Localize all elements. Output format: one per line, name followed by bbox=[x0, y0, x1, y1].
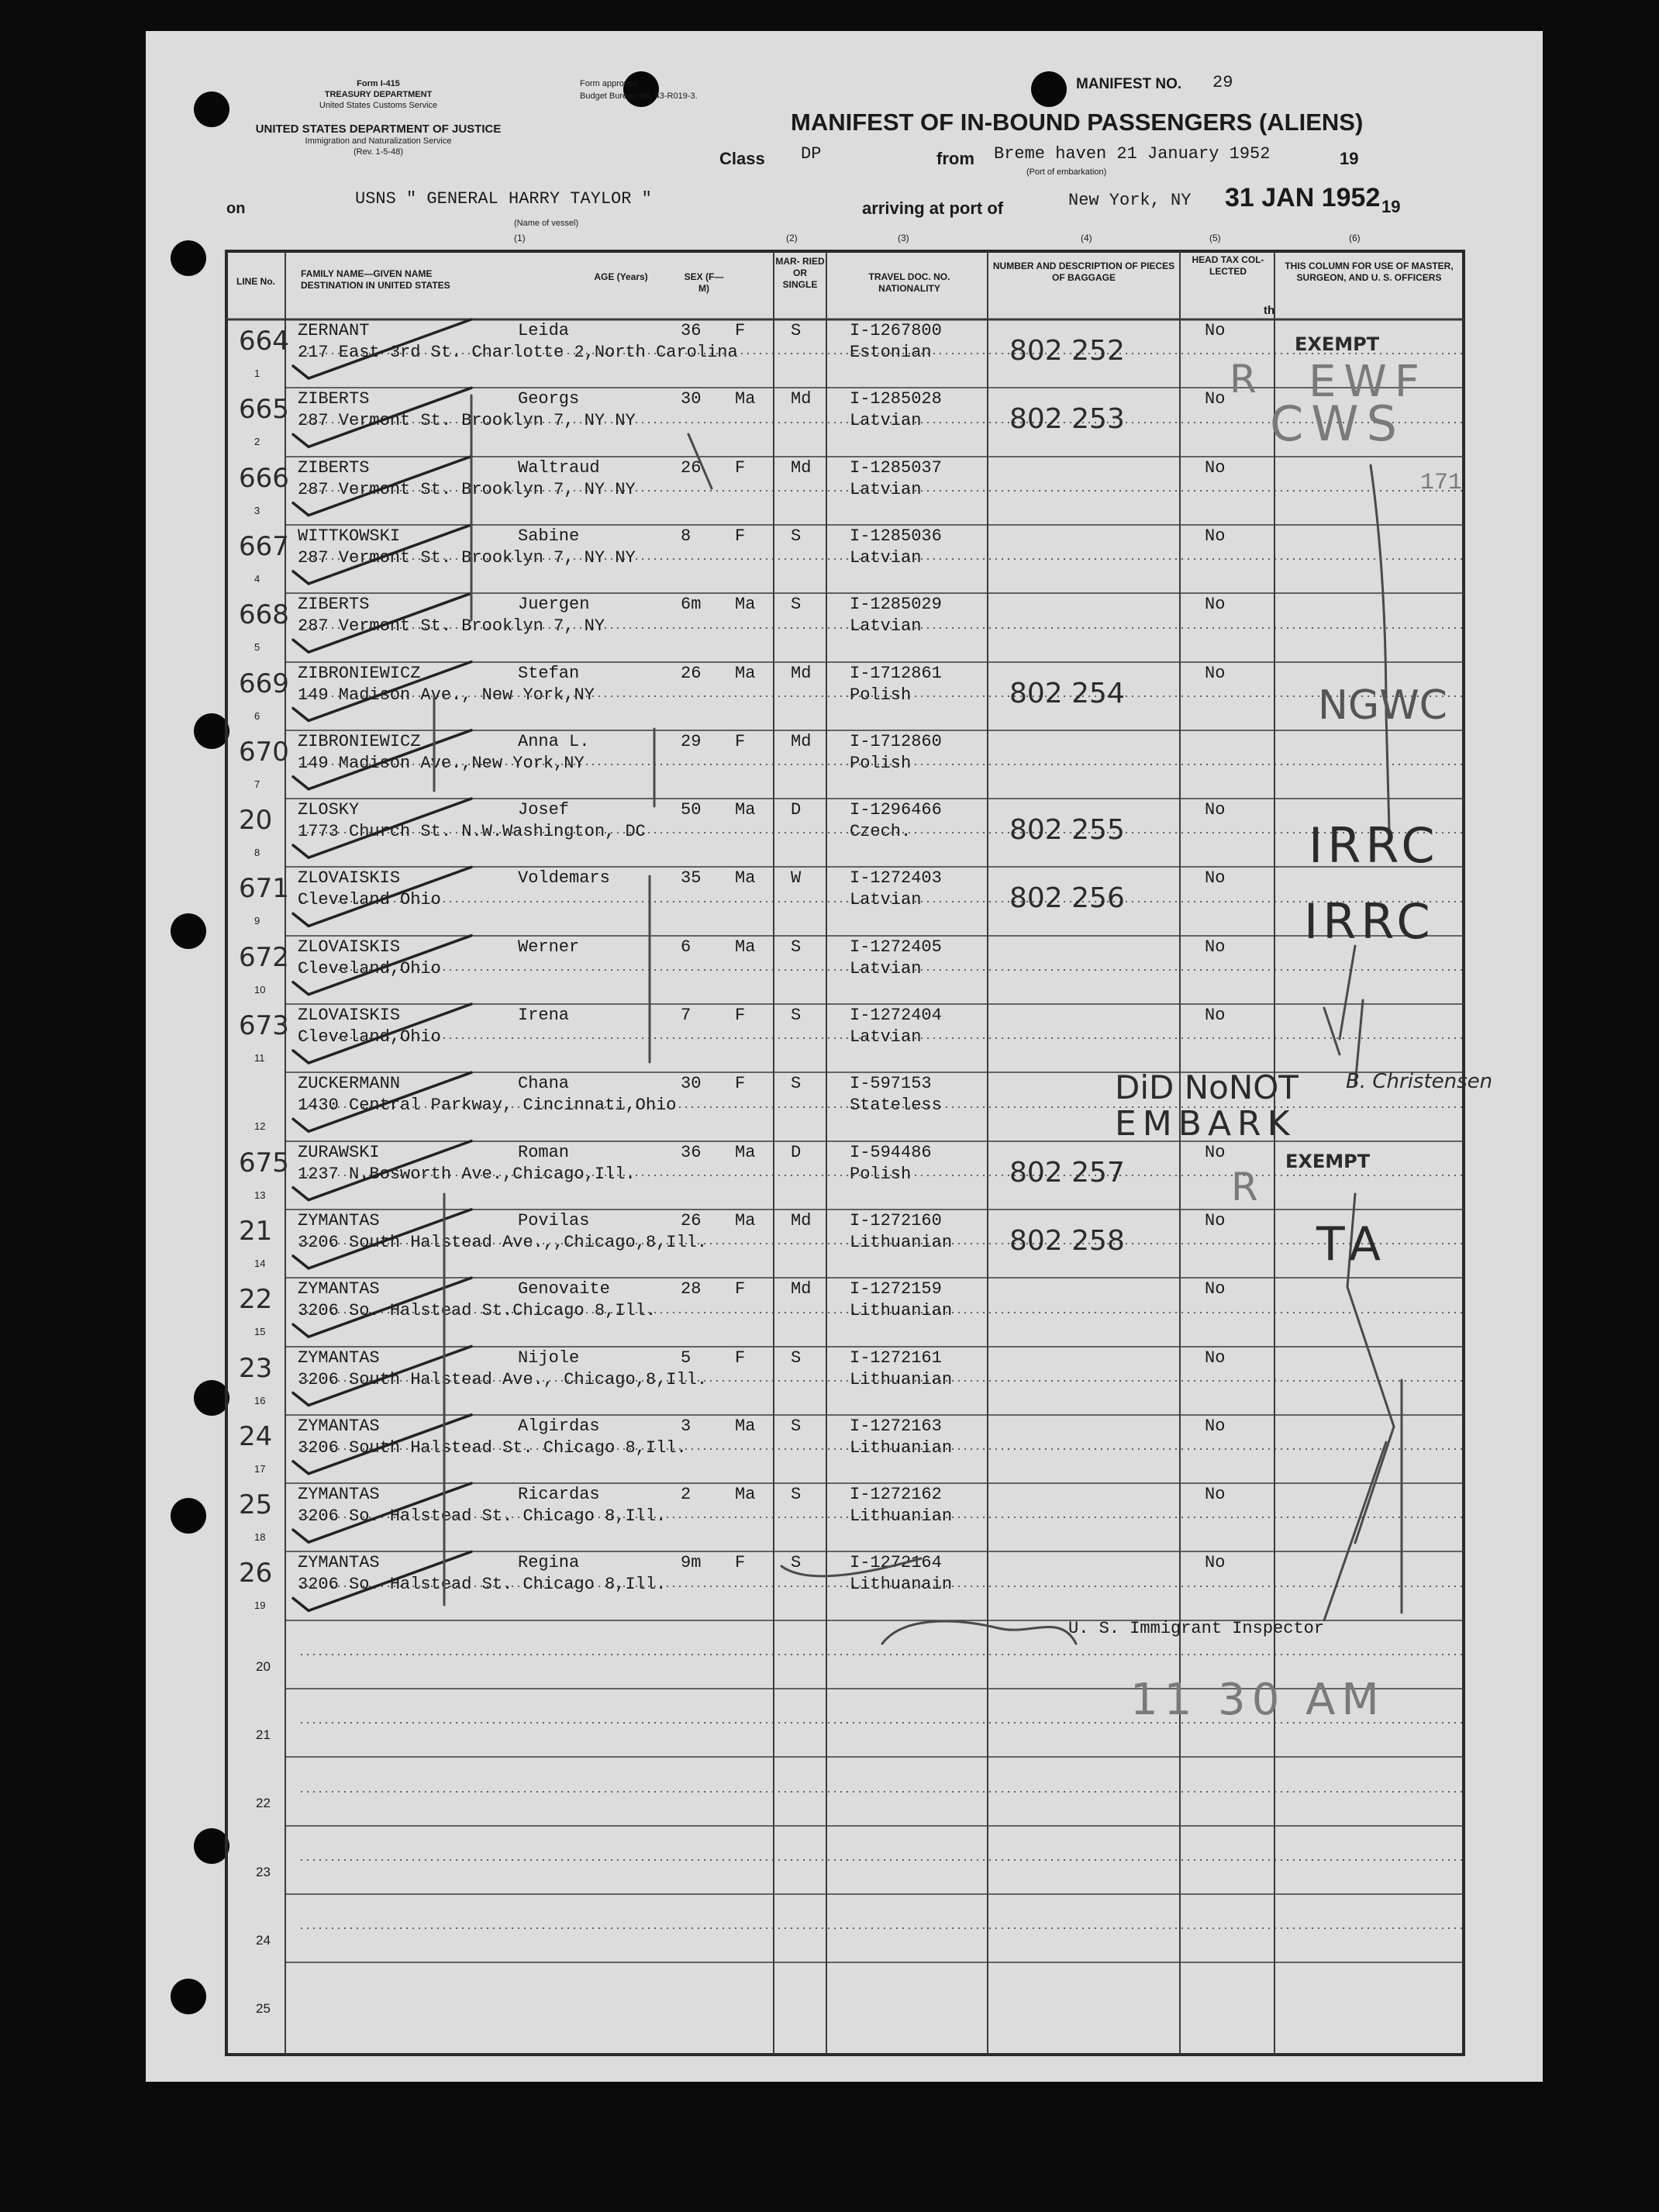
marital-status: S bbox=[791, 1348, 802, 1368]
baggage-number: 802 258 bbox=[1009, 1225, 1125, 1257]
head-tax: No bbox=[1205, 595, 1226, 614]
embark-note: EMBARK bbox=[1115, 1104, 1296, 1144]
family-name: ZIBERTS bbox=[298, 389, 370, 409]
sex: F bbox=[735, 1553, 746, 1572]
col-header-head-tax: HEAD TAX COL- LECTED bbox=[1192, 254, 1264, 277]
head-tax: No bbox=[1205, 800, 1226, 820]
given-name: Nijole bbox=[518, 1348, 580, 1368]
age: 9m bbox=[681, 1553, 702, 1572]
check-mark bbox=[293, 662, 471, 721]
marital-status: Md bbox=[791, 664, 812, 683]
handwritten-line-number: 675 bbox=[239, 1147, 289, 1178]
sex: Ma bbox=[735, 1143, 756, 1162]
head-tax: No bbox=[1205, 321, 1226, 340]
age: 6 bbox=[681, 937, 692, 957]
marital-status: S bbox=[791, 321, 802, 340]
travel-doc-no: I-1285037 bbox=[850, 458, 942, 478]
family-name: WITTKOWSKI bbox=[298, 526, 401, 546]
given-name: Georgs bbox=[518, 389, 580, 409]
age: 30 bbox=[681, 389, 702, 409]
given-name: Regina bbox=[518, 1553, 580, 1572]
nationality: Lithuanian bbox=[850, 1301, 953, 1320]
th-suffix: th bbox=[1264, 304, 1275, 317]
given-name: Werner bbox=[518, 937, 580, 957]
handwritten-line-number: 669 bbox=[239, 668, 289, 699]
irrc-mark-2: IRRC bbox=[1304, 893, 1435, 950]
revision: (Rev. 1-5-48) bbox=[354, 147, 403, 157]
vessel-prefix: on bbox=[226, 200, 246, 217]
from-year-suffix: 19 bbox=[1340, 149, 1359, 168]
handwritten-line-number: 673 bbox=[239, 1010, 289, 1041]
sex: Ma bbox=[735, 389, 756, 409]
family-name: ZLOVAISKIS bbox=[298, 937, 401, 957]
given-name: Povilas bbox=[518, 1211, 590, 1230]
check-mark bbox=[293, 457, 471, 516]
empty-line-number: 23 bbox=[256, 1865, 271, 1879]
nationality: Stateless bbox=[850, 1096, 942, 1115]
sex: F bbox=[735, 1006, 746, 1025]
travel-doc-no: I-597153 bbox=[850, 1074, 932, 1093]
baggage-number: 802 256 bbox=[1009, 882, 1125, 914]
head-tax: No bbox=[1205, 389, 1226, 409]
destination: 287 Vermont St. Brooklyn 7, NY NY bbox=[298, 548, 636, 568]
sex: F bbox=[735, 1279, 746, 1299]
travel-doc-no: I-1272159 bbox=[850, 1279, 942, 1299]
printed-line-number: 18 bbox=[254, 1531, 266, 1543]
empty-line-number: 25 bbox=[256, 2001, 271, 2016]
printed-line-number: 15 bbox=[254, 1326, 266, 1337]
port-embark-caption: (Port of embarkation) bbox=[1026, 167, 1107, 177]
family-name: ZYMANTAS bbox=[298, 1211, 380, 1230]
handwritten-line-number: 26 bbox=[239, 1558, 273, 1589]
nationality: Latvian bbox=[850, 959, 922, 978]
handwritten-line-number: 664 bbox=[239, 326, 289, 357]
age: 28 bbox=[681, 1279, 702, 1299]
sex: Ma bbox=[735, 1485, 756, 1504]
destination: 287 Vermont St. Brooklyn 7, NY bbox=[298, 616, 605, 636]
travel-doc-no: I-1285036 bbox=[850, 526, 942, 546]
nationality: Polish bbox=[850, 754, 912, 773]
irrc-mark-1: IRRC bbox=[1309, 817, 1440, 874]
marital-status: D bbox=[791, 800, 802, 820]
destination: 149 Madison Ave., New York,NY bbox=[298, 685, 595, 705]
destination: 149 Madison Ave.,New York,NY bbox=[298, 754, 585, 773]
arrival-year-suffix: 19 bbox=[1381, 197, 1401, 216]
baggage-number: 802 252 bbox=[1009, 335, 1125, 367]
travel-doc-no: I-594486 bbox=[850, 1143, 932, 1162]
destination: 3206 So. Halstead St. Chicago 8,Ill. bbox=[298, 1506, 667, 1526]
customs-service: United States Customs Service bbox=[319, 101, 438, 110]
ins-service: Immigration and Naturalization Service bbox=[305, 136, 452, 146]
col-header-name: FAMILY NAME—GIVEN NAME DESTINATION IN UNITED STATES bbox=[301, 268, 450, 291]
sex: Ma bbox=[735, 800, 756, 820]
col-header-age: AGE (Years) bbox=[594, 271, 648, 282]
col-header-baggage: NUMBER AND DESCRIPTION OF PIECES OF BAGGAGE bbox=[992, 261, 1175, 283]
head-tax: No bbox=[1205, 1485, 1226, 1504]
col-header-sex: SEX (F—M) bbox=[684, 271, 724, 294]
check-mark bbox=[293, 1004, 471, 1063]
handwritten-line-number: 23 bbox=[239, 1353, 273, 1384]
col-number: (6) bbox=[1349, 233, 1361, 243]
marital-status: Md bbox=[791, 458, 812, 478]
travel-doc-no: I-1272162 bbox=[850, 1485, 942, 1504]
col-header-married: MAR- RIED OR SINGLE bbox=[775, 256, 825, 290]
family-name: ZLOSKY bbox=[298, 800, 360, 820]
handwritten-line-number: 25 bbox=[239, 1489, 273, 1520]
from-value: Breme haven 21 January 1952 bbox=[994, 144, 1271, 164]
handwritten-line-number: 22 bbox=[239, 1284, 273, 1315]
printed-line-number: 9 bbox=[254, 915, 260, 927]
printed-line-number: 6 bbox=[254, 710, 260, 722]
handwritten-line-number: 668 bbox=[239, 599, 289, 630]
sex: F bbox=[735, 321, 746, 340]
check-mark bbox=[293, 525, 471, 584]
empty-line-number: 22 bbox=[256, 1796, 271, 1810]
destination: 287 Vermont St. Brooklyn 7, NY NY bbox=[298, 480, 636, 499]
printed-line-number: 7 bbox=[254, 778, 260, 790]
col-header-officers: THIS COLUMN FOR USE OF MASTER, SURGEON, AND U. S. OFFICERS bbox=[1285, 261, 1454, 283]
handwritten-line-number: 665 bbox=[239, 394, 289, 425]
class-value: DP bbox=[801, 144, 822, 164]
printed-line-number: 14 bbox=[254, 1258, 266, 1269]
family-name: ZIBERTS bbox=[298, 458, 370, 478]
r-mark-2: R bbox=[1231, 1165, 1258, 1210]
travel-doc-no: I-1272163 bbox=[850, 1417, 942, 1436]
travel-doc-no: I-1272164 bbox=[850, 1553, 942, 1572]
age: 26 bbox=[681, 1211, 702, 1230]
marital-status: S bbox=[791, 1006, 802, 1025]
sex: F bbox=[735, 732, 746, 751]
destination: Cleveland,Ohio bbox=[298, 959, 441, 978]
nationality: Latvian bbox=[850, 411, 922, 430]
head-tax: No bbox=[1205, 868, 1226, 888]
head-tax: No bbox=[1205, 458, 1226, 478]
destination: 3206 South Halstead Ave.,,Chicago,8,Ill. bbox=[298, 1233, 708, 1252]
count-171: 171 bbox=[1420, 470, 1463, 496]
baggage-number: 802 257 bbox=[1009, 1157, 1125, 1189]
travel-doc-no: I-1267800 bbox=[850, 321, 942, 340]
head-tax: No bbox=[1205, 1006, 1226, 1025]
sex: Ma bbox=[735, 595, 756, 614]
printed-line-number: 19 bbox=[254, 1599, 266, 1611]
family-name: ZYMANTAS bbox=[298, 1417, 380, 1436]
head-tax: No bbox=[1205, 937, 1226, 957]
sex: Ma bbox=[735, 664, 756, 683]
head-tax: No bbox=[1205, 1553, 1226, 1572]
head-tax: No bbox=[1205, 1143, 1226, 1162]
officer-signature: B. Christensen bbox=[1346, 1070, 1493, 1093]
vessel-caption: (Name of vessel) bbox=[514, 219, 579, 228]
given-name: Juergen bbox=[518, 595, 590, 614]
printed-line-number: 13 bbox=[254, 1189, 266, 1201]
given-name: Waltraud bbox=[518, 458, 600, 478]
age: 30 bbox=[681, 1074, 702, 1093]
nationality: Latvian bbox=[850, 890, 922, 909]
travel-doc-no: I-1272403 bbox=[850, 868, 942, 888]
given-name: Algirdas bbox=[518, 1417, 600, 1436]
check-mark bbox=[293, 388, 471, 447]
ewf-mark: EWF bbox=[1309, 357, 1427, 407]
travel-doc-no: I-1272161 bbox=[850, 1348, 942, 1368]
nationality: Lithuanian bbox=[850, 1506, 953, 1526]
age: 6m bbox=[681, 595, 702, 614]
given-name: Sabine bbox=[518, 526, 580, 546]
given-name: Leida bbox=[518, 321, 570, 340]
given-name: Genovaite bbox=[518, 1279, 610, 1299]
age: 2 bbox=[681, 1485, 692, 1504]
destination: 3206 So. Halstead St. Chicago 8,Ill. bbox=[298, 1575, 667, 1594]
destination: Cleveland Ohio bbox=[298, 890, 441, 909]
inspector-label: U. S. Immigrant Inspector bbox=[1068, 1619, 1325, 1638]
empty-line-number: 24 bbox=[256, 1933, 271, 1948]
handwritten-line-number: 671 bbox=[239, 873, 289, 904]
given-name: Chana bbox=[518, 1074, 570, 1093]
col-number: (4) bbox=[1081, 233, 1092, 243]
printed-line-number: 12 bbox=[254, 1120, 266, 1132]
family-name: ZIBRONIEWICZ bbox=[298, 732, 421, 751]
page-title: MANIFEST OF IN-BOUND PASSENGERS (ALIENS) bbox=[791, 109, 1364, 136]
head-tax: No bbox=[1205, 1279, 1226, 1299]
justice-dept: UNITED STATES DEPARTMENT OF JUSTICE bbox=[255, 123, 502, 136]
treasury-dept: TREASURY DEPARTMENT bbox=[324, 90, 433, 99]
destination: 3206 So. Halstead St.Chicago 8,Ill. bbox=[298, 1301, 657, 1320]
sex: Ma bbox=[735, 1417, 756, 1436]
col-number: (2) bbox=[786, 233, 798, 243]
family-name: ZLOVAISKIS bbox=[298, 1006, 401, 1025]
check-mark bbox=[293, 1072, 471, 1131]
check-mark bbox=[293, 799, 471, 858]
given-name: Voldemars bbox=[518, 868, 610, 888]
handwritten-line-number: 666 bbox=[239, 463, 289, 494]
destination: Cleveland,Ohio bbox=[298, 1027, 441, 1047]
handwritten-line-number: 24 bbox=[239, 1421, 273, 1452]
col-header-travel-doc: TRAVEL DOC. NO. NATIONALITY bbox=[868, 271, 950, 294]
age: 50 bbox=[681, 800, 702, 820]
travel-doc-no: I-1296466 bbox=[850, 800, 942, 820]
travel-doc-no: I-1272160 bbox=[850, 1211, 942, 1230]
destination: 1430 Central Parkway, Cincinnati,Ohio bbox=[298, 1096, 677, 1115]
empty-line-number: 21 bbox=[256, 1727, 271, 1742]
printed-line-number: 16 bbox=[254, 1395, 266, 1406]
given-name: Josef bbox=[518, 800, 570, 820]
baggage-number: 802 254 bbox=[1009, 678, 1125, 709]
age: 7 bbox=[681, 1006, 692, 1025]
age: 3 bbox=[681, 1417, 692, 1436]
baggage-number: 802 253 bbox=[1009, 403, 1125, 435]
nationality: Lithuanain bbox=[850, 1575, 953, 1594]
ngwc-mark: NGWC bbox=[1318, 682, 1447, 729]
nationality: Czech. bbox=[850, 822, 912, 841]
marital-status: S bbox=[791, 1553, 802, 1572]
head-tax: No bbox=[1205, 1211, 1226, 1230]
family-name: ZERNANT bbox=[298, 321, 370, 340]
r-mark-1: R bbox=[1230, 357, 1257, 402]
col-header-line-no: LINE No. bbox=[236, 276, 275, 287]
sex: Ma bbox=[735, 1211, 756, 1230]
exempt-stamp: EXEMPT bbox=[1295, 333, 1380, 355]
family-name: ZIBRONIEWICZ bbox=[298, 664, 421, 683]
head-tax: No bbox=[1205, 664, 1226, 683]
vessel-col-number: (1) bbox=[514, 233, 526, 243]
check-mark bbox=[293, 319, 471, 378]
marital-status: S bbox=[791, 595, 802, 614]
sex: F bbox=[735, 1348, 746, 1368]
check-mark bbox=[293, 1141, 471, 1200]
cws-mark: CWS bbox=[1270, 395, 1405, 452]
marital-status: S bbox=[791, 937, 802, 957]
marital-status: S bbox=[791, 1485, 802, 1504]
handwritten-line-number: 21 bbox=[239, 1216, 273, 1247]
age: 36 bbox=[681, 1143, 702, 1162]
manifest-page bbox=[146, 31, 1543, 2082]
family-name: ZYMANTAS bbox=[298, 1348, 380, 1368]
arrival-port: New York, NY bbox=[1068, 191, 1192, 210]
marital-status: Md bbox=[791, 389, 812, 409]
printed-line-number: 10 bbox=[254, 984, 266, 996]
marital-status: S bbox=[791, 1074, 802, 1093]
baggage-number: 802 255 bbox=[1009, 814, 1125, 846]
check-mark bbox=[293, 867, 471, 926]
nationality: Lithuanian bbox=[850, 1438, 953, 1458]
handwritten-line-number: 672 bbox=[239, 942, 289, 973]
age: 26 bbox=[681, 664, 702, 683]
printed-line-number: 3 bbox=[254, 505, 260, 516]
age: 8 bbox=[681, 526, 692, 546]
manifest-no-label: MANIFEST NO. bbox=[1076, 76, 1182, 92]
given-name: Stefan bbox=[518, 664, 580, 683]
given-name: Anna L. bbox=[518, 732, 590, 751]
ta-mark: TA bbox=[1316, 1217, 1389, 1272]
family-name: ZYMANTAS bbox=[298, 1553, 380, 1572]
manifest-no: 29 bbox=[1212, 73, 1233, 92]
travel-doc-no: I-1712861 bbox=[850, 664, 942, 683]
given-name: Ricardas bbox=[518, 1485, 600, 1504]
destination: 287 Vermont St. Brooklyn 7, NY NY bbox=[298, 411, 636, 430]
sex: F bbox=[735, 526, 746, 546]
head-tax: No bbox=[1205, 526, 1226, 546]
check-mark bbox=[293, 936, 471, 995]
nationality: Lithuanian bbox=[850, 1370, 953, 1389]
travel-doc-no: I-1272405 bbox=[850, 937, 942, 957]
nationality: Latvian bbox=[850, 616, 922, 636]
age: 5 bbox=[681, 1348, 692, 1368]
printed-line-number: 4 bbox=[254, 573, 260, 585]
handwritten-line-number: 667 bbox=[239, 531, 289, 562]
family-name: ZYMANTAS bbox=[298, 1485, 380, 1504]
time-note: 11 30 AM bbox=[1130, 1675, 1385, 1725]
arriving-label: arriving at port of bbox=[862, 198, 1004, 218]
destination: 1773 Church St. N.W.Washington, DC bbox=[298, 822, 646, 841]
nationality: Polish bbox=[850, 1165, 912, 1184]
handwritten-line-number: 20 bbox=[239, 805, 273, 836]
marital-status: S bbox=[791, 1417, 802, 1436]
family-name: ZIBERTS bbox=[298, 595, 370, 614]
from-label: from bbox=[936, 149, 974, 168]
printed-line-number: 2 bbox=[254, 436, 260, 447]
form-number: Form I-415 bbox=[357, 79, 400, 88]
destination: 3206 South Halstead St. Chicago 8,Ill. bbox=[298, 1438, 687, 1458]
did-not-note: DiD NoNOT bbox=[1115, 1068, 1299, 1106]
destination: 217 East 3rd St. Charlotte 2,North Carolina bbox=[298, 343, 738, 362]
vessel-name: USNS " GENERAL HARRY TAYLOR " bbox=[355, 189, 652, 209]
family-name: ZURAWSKI bbox=[298, 1143, 380, 1162]
empty-line-number: 20 bbox=[256, 1659, 271, 1674]
class-label: Class bbox=[719, 149, 765, 168]
nationality: Polish bbox=[850, 685, 912, 705]
given-name: Irena bbox=[518, 1006, 570, 1025]
travel-doc-no: I-1285029 bbox=[850, 595, 942, 614]
col-number: (5) bbox=[1209, 233, 1221, 243]
travel-doc-no: I-1712860 bbox=[850, 732, 942, 751]
destination: 1237 N.Bosworth Ave.,Chicago,Ill. bbox=[298, 1165, 636, 1184]
age: 26 bbox=[681, 458, 702, 478]
travel-doc-no: I-1285028 bbox=[850, 389, 942, 409]
family-name: ZLOVAISKIS bbox=[298, 868, 401, 888]
marital-status: Md bbox=[791, 1211, 812, 1230]
marital-status: S bbox=[791, 526, 802, 546]
marital-status: W bbox=[791, 868, 802, 888]
nationality: Latvian bbox=[850, 548, 922, 568]
nationality: Lithuanian bbox=[850, 1233, 953, 1252]
printed-line-number: 11 bbox=[254, 1052, 265, 1064]
nationality: Latvian bbox=[850, 1027, 922, 1047]
arrival-date-stamp: 31 JAN 1952 bbox=[1225, 183, 1381, 212]
check-mark bbox=[293, 593, 471, 652]
col-number: (3) bbox=[898, 233, 909, 243]
nationality: Estonian bbox=[850, 343, 932, 362]
sex: Ma bbox=[735, 937, 756, 957]
head-tax: No bbox=[1205, 1348, 1226, 1368]
printed-line-number: 5 bbox=[254, 641, 260, 653]
sex: Ma bbox=[735, 868, 756, 888]
form-approved: Form approved. bbox=[580, 79, 640, 88]
budget-bureau: Budget Bureau No. 43-R019-3. bbox=[580, 91, 698, 101]
age: 29 bbox=[681, 732, 702, 751]
given-name: Roman bbox=[518, 1143, 570, 1162]
family-name: ZYMANTAS bbox=[298, 1279, 380, 1299]
printed-line-number: 1 bbox=[254, 368, 260, 379]
check-mark bbox=[293, 730, 471, 789]
family-name: ZUCKERMANN bbox=[298, 1074, 401, 1093]
sex: F bbox=[735, 1074, 746, 1093]
handwritten-line-number: 670 bbox=[239, 737, 289, 768]
marital-status: Md bbox=[791, 1279, 812, 1299]
marital-status: D bbox=[791, 1143, 802, 1162]
sex: F bbox=[735, 458, 746, 478]
printed-line-number: 17 bbox=[254, 1463, 266, 1475]
marital-status: Md bbox=[791, 732, 812, 751]
travel-doc-no: I-1272404 bbox=[850, 1006, 942, 1025]
exempt-stamp-2: EXEMPT bbox=[1285, 1151, 1371, 1172]
nationality: Latvian bbox=[850, 480, 922, 499]
head-tax: No bbox=[1205, 1417, 1226, 1436]
age: 35 bbox=[681, 868, 702, 888]
age: 36 bbox=[681, 321, 702, 340]
printed-line-number: 8 bbox=[254, 847, 260, 858]
destination: 3206 South Halstead Ave., Chicago,8,Ill. bbox=[298, 1370, 708, 1389]
